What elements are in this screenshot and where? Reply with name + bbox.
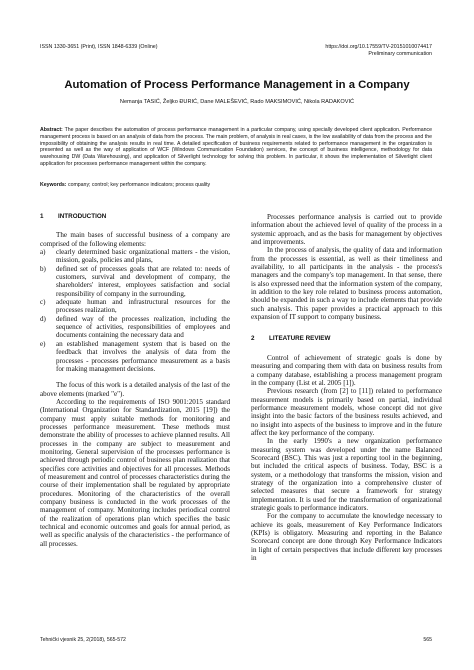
paragraph: In the process of analysis, the quality of data and information from the processes is essential, as well as their timeliness and availability, to all participants in the analysis - the process's managers and the company's top management. In that sense, there is also expressed need that the information system of the company, in addition to the key role related to business process automation, should be expanded in such a way to include elements that provide such analysis. This paper provides a practical approach to this expansion of IT support to company business. xyxy=(251,246,442,322)
section-title: INTRODUCTION xyxy=(58,213,107,220)
article-type: Preliminary communication xyxy=(368,51,432,57)
list-item xyxy=(40,340,230,373)
list-item-label: a) xyxy=(40,248,46,257)
list-item xyxy=(40,298,230,315)
section-heading-literature-review xyxy=(251,335,442,343)
right-column xyxy=(251,213,442,562)
page-number: 565 xyxy=(423,637,432,643)
list-item xyxy=(40,248,230,265)
section-number: 2 xyxy=(251,335,255,343)
doi-link[interactable]: https://doi.org/10.17559/TV-20151010074417 xyxy=(325,44,432,50)
paragraph: According to the requirements of ISO 9001:2015 standard (International Organization for Standardization, 2015 [19]) the company must apply suitable methods for monitoring and processes performance measurement. These methods must demonstrate the ability of processes to achieve planned results. All processes in the company are subject to measurement and monitoring. General supervision of the processes performance is achieved through periodic control of business plan realization that specifies core activities and objectives for all processes. Methods of measurement and control of processes characteristics during the course of their implementation shall be regulated by appropriate procedures. Monitoring of the characteristics of the overall company business is conducted in the work processes of the management of company. Monitoring includes periodical control of the realization of operations plan which specifies the basic technical and economic outcomes and goals for annual period, as well as specific analysis of the characteristics - the performance of all processes. xyxy=(40,397,230,548)
list-item-text: adequate human and infrastructural resources for the processes realization, xyxy=(56,298,230,315)
list-item xyxy=(40,265,230,298)
journal-citation: Tehnički vjesnik 25, 2(2018), 565-572 xyxy=(40,637,126,643)
list-item-label: b) xyxy=(40,264,46,273)
list-item-label: c) xyxy=(40,298,46,307)
paragraph: The focus of this work is a detailed analysis of the last of the above elements (marked "e"). xyxy=(40,381,230,398)
paragraph: Control of achievement of strategic goals is done by measuring and comparing them with data on business results from a company database, establishing a process management program in the company (List et al. 2005 [1]). xyxy=(251,353,442,387)
keywords-text: company; control; key performance indicators; process quality xyxy=(67,182,211,188)
keywords xyxy=(40,182,432,189)
list-item xyxy=(40,315,230,340)
abstract-label: Abstract: xyxy=(40,127,63,133)
journal-issn: ISSN 1330-3651 (Print), ISSN 1848-6339 (Online) xyxy=(40,44,158,50)
paragraph: The main bases of successful business of a company are comprised of the following elements: xyxy=(40,231,230,248)
abstract-text: The paper describes the automation of process performance management in a particular company, using specially developed client application. Performance management process is based on an analysis of data from the process. The main problem, of analysis in real cases, is the low availability of data from the process and the impossibility of obtaining the analysis results in real time. A detailed specification of business requirements related to performance management in the organization is presented as well as the way of application of WCF (Windows Communication Foundation) services, the concept of business intelligence, methodology for data warehousing DW (Data Warehousing), and application of Silverlight technology for solving this problem. In particular, it shows the implementation of Silverlight client application for processes performance management within the company. xyxy=(40,127,432,167)
paragraph: In the early 1990's a new organization performance measuring system was developed under the name Balanced Scorecard (BSC). This was just a reporting tool in the beginning, but included the critical aspects of business. Today, BSC is a system, or a methodology that transforms the mission, vision and strategy of the organization into a comprehensive cluster of selected measures that secure a framework for strategy implementation. It is used for the transformation of organizational strategic goals to performance indicators. xyxy=(251,437,442,512)
paragraph: Processes performance analysis is carried out to provide information about the achieved level of quality of the process in a systemic approach, and as the basis for management by objectives and improvements. xyxy=(251,213,442,247)
section-number: 1 xyxy=(40,213,44,220)
list-item-text: defined way of the processes realization, including the sequence of activities, responsibilities of employees and documents containing the necessary data and xyxy=(56,314,230,340)
paragraph: For the company to accumulate the knowledge necessary to achieve its goals, measurement of Key Performance Indicators (KPIs) is obligatory. Measuring and reporting in the Balance Scorecard concept are done through Key Performance Indicators in light of certain perspectives that include different key processes in xyxy=(251,512,442,563)
doi-header xyxy=(325,44,432,58)
list-item-text: an established management system that is based on the feedback that involves the analysis of data from the processes - processes performance measurement as a basis for making management decisions. xyxy=(56,339,230,373)
paragraph: Previous research (from [2] to [11]) related to performance measurement models is primarily based on partial, individual performance measurement models, whose concept did not give insight into the basic factors of the business results achieved, and no insight into aspects of the business to improve and in the future affect the key performance of the company. xyxy=(251,387,442,437)
left-column xyxy=(40,213,230,548)
list-item-text: defined set of processes goals that are related to: needs of customers, survival and development of company, the shareholders' interest, employees satisfaction and social responsibility of company in the surrounding, xyxy=(56,264,230,298)
paper-title: Automation of Process Performance Management in a Company xyxy=(64,79,410,91)
section-heading-introduction xyxy=(40,213,230,221)
keywords-label: Keywords: xyxy=(40,182,67,188)
element-list xyxy=(40,248,230,373)
section-title: LITEATURE REVIEW xyxy=(269,335,331,343)
author-list: Nemanja TASIĆ, Željko ĐURIĆ, Dane MALEŠEVIĆ, Rado MAKSIMOVIĆ, Nikola RADAKOVIĆ xyxy=(119,99,355,105)
abstract xyxy=(40,127,432,168)
list-item-label: e) xyxy=(40,339,46,348)
list-item-text: clearly determined basic organizational matters - the vision, mission, goals, policies and plans, xyxy=(56,248,230,265)
list-item-label: d) xyxy=(40,314,46,323)
